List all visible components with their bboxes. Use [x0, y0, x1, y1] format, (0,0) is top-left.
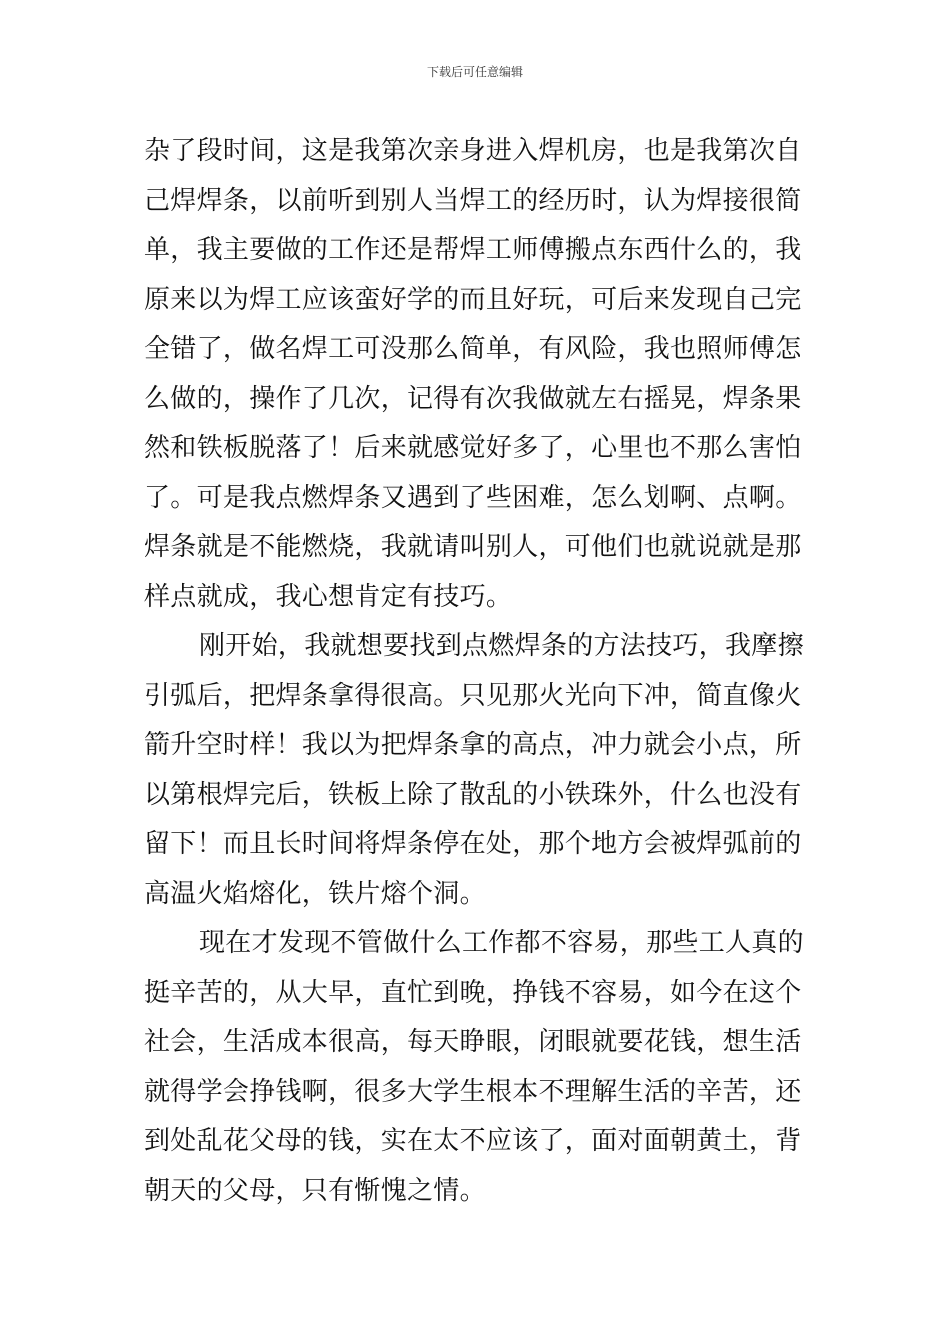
text-line: 高温火焰熔化，铁片熔个洞。 — [144, 878, 486, 909]
text-line: 么做的，操作了几次，记得有次我做就左右摇晃，焊条果 — [144, 383, 802, 414]
text-line: 全错了，做名焊工可没那么简单，有风险，我也照师傅怎 — [144, 334, 802, 364]
document-body — [144, 127, 808, 1216]
text-line: 就得学会挣钱啊，很多大学生根本不理解生活的辛苦，还 — [144, 1076, 802, 1107]
text-line: 然和铁板脱落了！后来就感觉好多了，心里也不那么害怕 — [144, 433, 802, 463]
text-line: 朝天的父母，只有惭愧之情。 — [144, 1175, 486, 1206]
text-line: 留下！而且长时间将焊条停在处，那个地方会被焊弧前的 — [144, 829, 802, 859]
text-line: 引弧后，把焊条拿得很高。只见那火光向下冲，简直像火 — [144, 680, 802, 711]
paragraph-1 — [144, 127, 808, 622]
text-line: 样点就成，我心想肯定有技巧。 — [144, 581, 513, 612]
text-line: 杂了段时间，这是我第次亲身进入焊机房，也是我第次自 — [144, 136, 802, 166]
text-line: 原来以为焊工应该蛮好学的而且好玩，可后来发现自己完 — [144, 284, 802, 315]
paragraph-2 — [144, 622, 808, 919]
text-line: 焊条就是不能燃烧，我就请叫别人，可他们也就说就是那 — [144, 532, 802, 562]
text-line-first: 现在才发现不管做什么工作都不容易，那些工人真的 — [199, 928, 804, 958]
text-line: 单，我主要做的工作还是帮焊工师傅搬点东西什么的，我 — [144, 235, 802, 265]
text-line: 以第根焊完后，铁板上除了散乱的小铁珠外，什么也没有 — [144, 779, 802, 810]
text-line: 挺辛苦的，从大早，直忙到晚，挣钱不容易，如今在这个 — [144, 977, 802, 1008]
text-line: 到处乱花父母的钱，实在太不应该了，面对面朝黄土，背 — [144, 1126, 802, 1156]
text-line: 了。可是我点燃焊条又遇到了些困难，怎么划啊、点啊。 — [144, 482, 802, 513]
text-line: 社会，生活成本很高，每天睁眼，闭眼就要花钱，想生活 — [144, 1027, 802, 1057]
text-line: 箭升空时样！我以为把焊条拿的高点，冲力就会小点，所 — [144, 730, 802, 760]
paragraph-3 — [144, 919, 808, 1216]
text-line-first: 刚开始，我就想要找到点燃焊条的方法技巧，我摩擦 — [199, 631, 804, 661]
page-header: 下载后可任意编辑 — [426, 65, 523, 79]
text-line: 己焊焊条，以前听到别人当焊工的经历时，认为焊接很简 — [144, 185, 802, 216]
